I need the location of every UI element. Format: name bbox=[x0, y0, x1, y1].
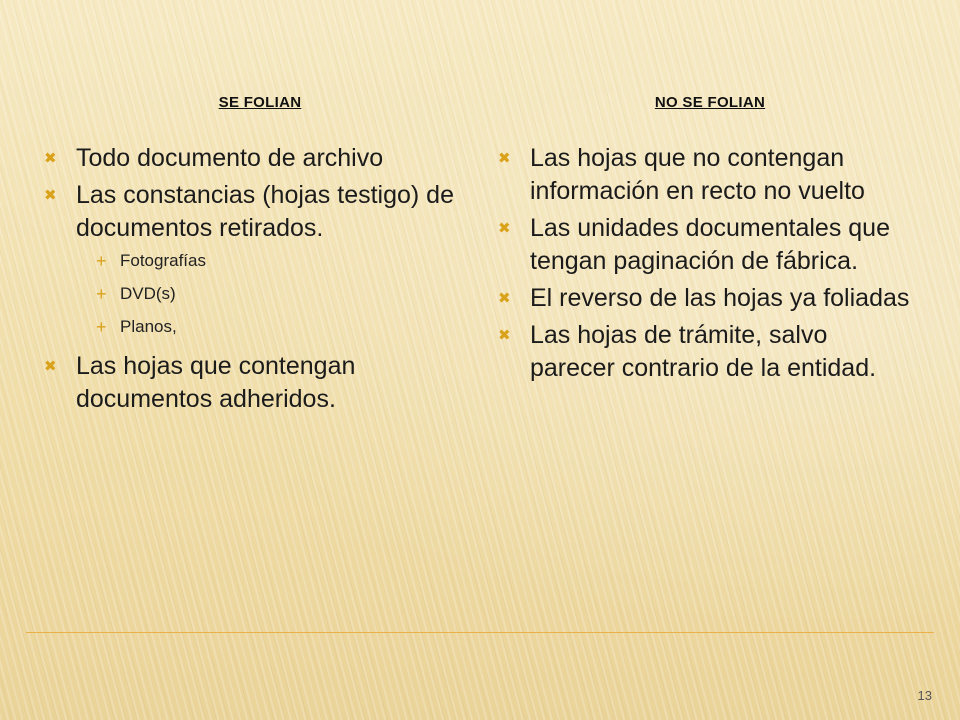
x-bullet-icon: ✖ bbox=[498, 327, 511, 344]
se-folian-list bbox=[44, 142, 454, 420]
column-heading-se-folian: SE FOLIAN bbox=[218, 94, 302, 111]
no-se-folian-list bbox=[498, 142, 918, 389]
plus-bullet-icon: + bbox=[96, 317, 107, 337]
x-bullet-icon: ✖ bbox=[498, 150, 511, 167]
list-item bbox=[498, 282, 918, 315]
x-bullet-icon: ✖ bbox=[498, 290, 511, 307]
x-bullet-icon: ✖ bbox=[44, 187, 57, 204]
x-bullet-icon: ✖ bbox=[498, 220, 511, 237]
x-bullet-icon: ✖ bbox=[44, 358, 57, 375]
list-item bbox=[44, 350, 454, 416]
sub-list-item bbox=[96, 284, 454, 304]
sub-list-item-text: Fotografías bbox=[120, 251, 206, 270]
sub-list bbox=[76, 251, 454, 337]
list-item-text: Las hojas de trámite, salvo parecer contrario de la entidad. bbox=[530, 321, 877, 382]
x-bullet-icon: ✖ bbox=[44, 150, 57, 167]
list-item-text: Las unidades documentales que tengan paginación de fábrica. bbox=[530, 214, 890, 275]
sub-list-item-text: Planos, bbox=[120, 317, 177, 336]
list-item-text: El reverso de las hojas ya foliadas bbox=[530, 284, 910, 312]
sub-list-item bbox=[96, 251, 454, 271]
list-item-text: Todo documento de archivo bbox=[76, 144, 384, 172]
list-item-text: Las constancias (hojas testigo) de documentos retirados. bbox=[76, 181, 454, 242]
footer-divider bbox=[26, 632, 934, 633]
list-item bbox=[498, 319, 918, 385]
list-item-text: Las hojas que no contengan información en recto no vuelto bbox=[530, 144, 865, 205]
column-heading-no-se-folian: NO SE FOLIAN bbox=[654, 94, 766, 111]
list-item bbox=[498, 212, 918, 278]
list-item bbox=[498, 142, 918, 208]
sub-list-item bbox=[96, 317, 454, 337]
list-item bbox=[44, 179, 454, 337]
plus-bullet-icon: + bbox=[96, 251, 107, 271]
list-item bbox=[44, 142, 454, 175]
page-number: 13 bbox=[917, 688, 932, 703]
sub-list-item-text: DVD(s) bbox=[120, 284, 176, 303]
list-item-text: Las hojas que contengan documentos adheridos. bbox=[76, 352, 356, 413]
plus-bullet-icon: + bbox=[96, 284, 107, 304]
